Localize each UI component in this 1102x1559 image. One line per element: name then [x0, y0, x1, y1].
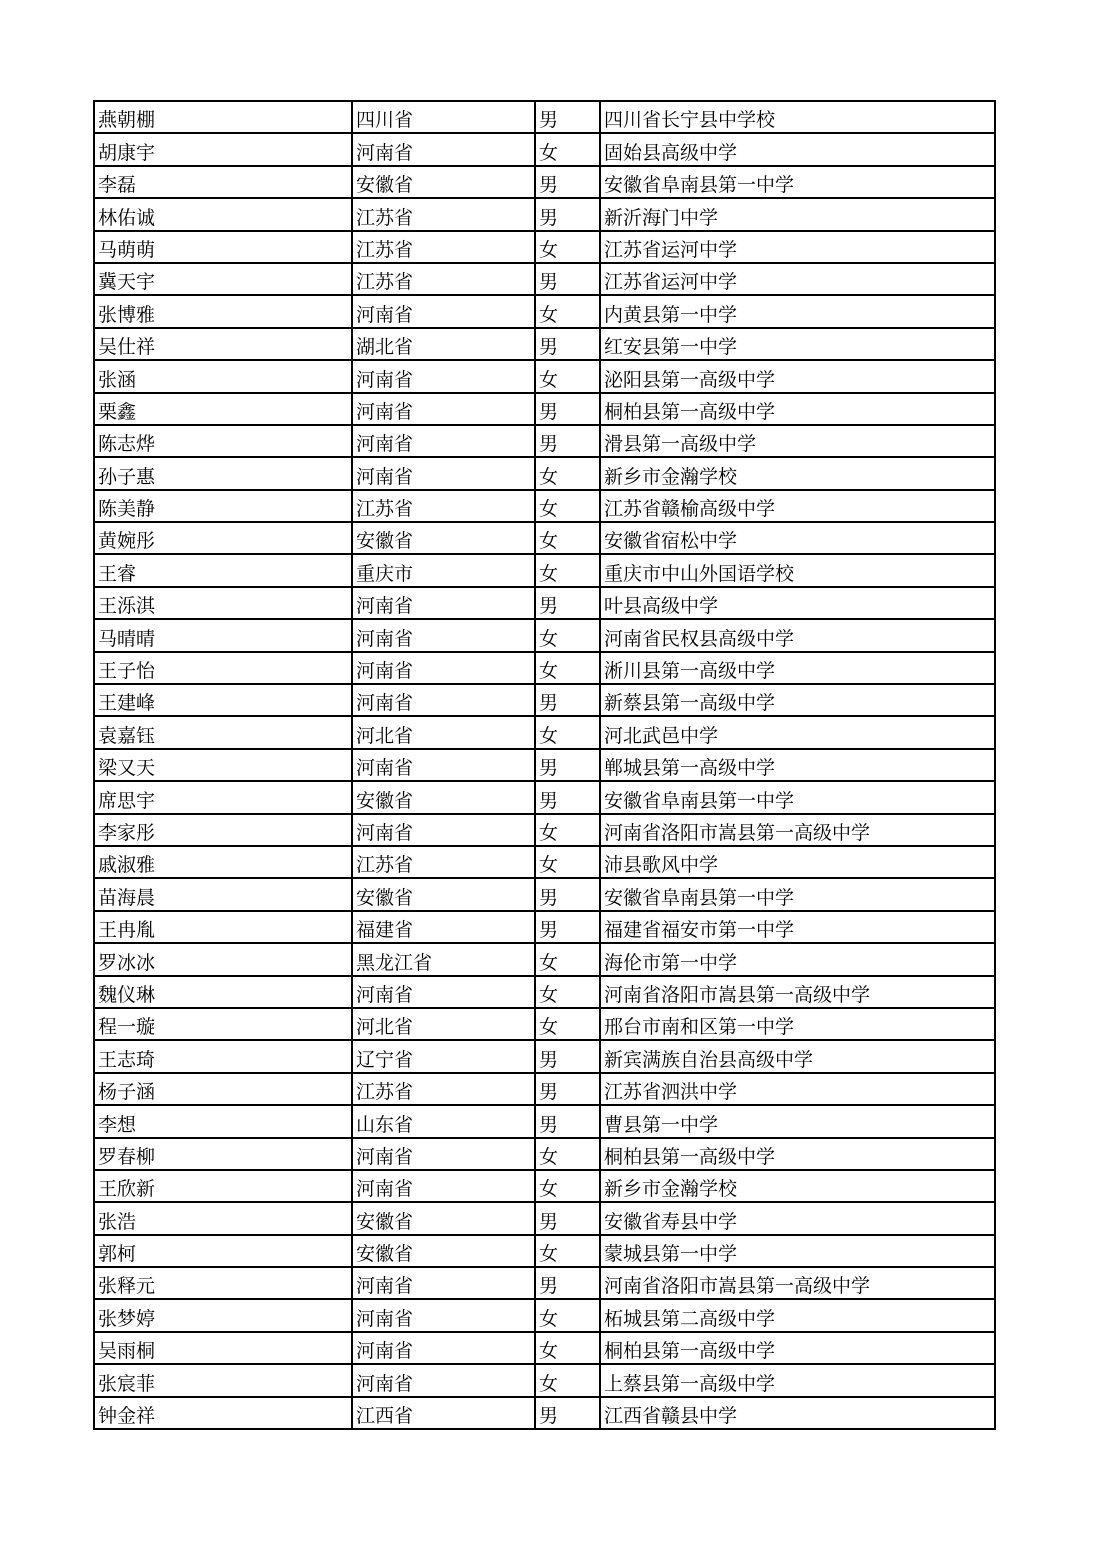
table-row	[95, 1041, 996, 1073]
cell-school: 海伦市第一中学	[601, 944, 996, 974]
table-row	[95, 296, 996, 328]
cell-province: 辽宁省	[353, 1041, 536, 1071]
table-row	[95, 1009, 996, 1041]
cell-school: 新沂海门中学	[601, 199, 996, 229]
cell-school: 叶县高级中学	[601, 588, 996, 618]
table-row	[95, 394, 996, 426]
cell-school: 桐柏县第一高级中学	[601, 1139, 996, 1169]
cell-province: 河南省	[353, 394, 536, 424]
cell-gender: 女	[536, 1333, 601, 1363]
cell-province: 江苏省	[353, 199, 536, 229]
cell-province: 福建省	[353, 912, 536, 942]
cell-province: 安徽省	[353, 1236, 536, 1266]
cell-school: 安徽省阜南县第一中学	[601, 167, 996, 197]
cell-name: 王欣新	[95, 1171, 353, 1201]
cell-name: 李想	[95, 1106, 353, 1136]
cell-gender: 男	[536, 1106, 601, 1136]
table-row	[95, 102, 996, 134]
cell-name: 张释元	[95, 1268, 353, 1298]
cell-name: 栗鑫	[95, 394, 353, 424]
cell-school: 江苏省赣榆高级中学	[601, 491, 996, 521]
cell-province: 河南省	[353, 750, 536, 780]
cell-gender: 女	[536, 1236, 601, 1266]
cell-school: 河北武邑中学	[601, 717, 996, 747]
cell-gender: 男	[536, 1041, 601, 1071]
cell-school: 四川省长宁县中学校	[601, 102, 996, 132]
student-table	[93, 100, 996, 1430]
table-row	[95, 555, 996, 587]
cell-school: 河南省民权县高级中学	[601, 620, 996, 650]
table-row	[95, 717, 996, 749]
cell-province: 河南省	[353, 1300, 536, 1330]
cell-name: 魏仪琳	[95, 977, 353, 1007]
cell-gender: 男	[536, 685, 601, 715]
cell-school: 安徽省阜南县第一中学	[601, 879, 996, 909]
cell-name: 张浩	[95, 1203, 353, 1233]
cell-school: 曹县第一中学	[601, 1106, 996, 1136]
table-row	[95, 1074, 996, 1106]
cell-school: 泌阳县第一高级中学	[601, 361, 996, 391]
cell-gender: 女	[536, 1300, 601, 1330]
cell-province: 河北省	[353, 717, 536, 747]
cell-name: 杨子涵	[95, 1074, 353, 1104]
cell-province: 江苏省	[353, 847, 536, 877]
cell-gender: 男	[536, 782, 601, 812]
table-row	[95, 134, 996, 166]
table-row	[95, 685, 996, 717]
cell-gender: 女	[536, 1171, 601, 1201]
cell-name: 林佑诚	[95, 199, 353, 229]
cell-school: 新乡市金瀚学校	[601, 1171, 996, 1201]
cell-school: 邢台市南和区第一中学	[601, 1009, 996, 1039]
cell-name: 罗冰冰	[95, 944, 353, 974]
cell-school: 新乡市金瀚学校	[601, 458, 996, 488]
cell-school: 河南省洛阳市嵩县第一高级中学	[601, 977, 996, 1007]
cell-province: 河南省	[353, 1333, 536, 1363]
cell-name: 王建峰	[95, 685, 353, 715]
cell-school: 福建省福安市第一中学	[601, 912, 996, 942]
table-row	[95, 750, 996, 782]
cell-school: 桐柏县第一高级中学	[601, 1333, 996, 1363]
table-row	[95, 1139, 996, 1171]
cell-gender: 男	[536, 264, 601, 294]
cell-gender: 女	[536, 458, 601, 488]
table-row	[95, 815, 996, 847]
cell-province: 山东省	[353, 1106, 536, 1136]
table-row	[95, 782, 996, 814]
cell-gender: 男	[536, 1203, 601, 1233]
cell-gender: 男	[536, 879, 601, 909]
table-row	[95, 1203, 996, 1235]
cell-name: 胡康宇	[95, 134, 353, 164]
cell-school: 柘城县第二高级中学	[601, 1300, 996, 1330]
cell-province: 安徽省	[353, 879, 536, 909]
cell-province: 湖北省	[353, 329, 536, 359]
cell-school: 上蔡县第一高级中学	[601, 1365, 996, 1395]
cell-gender: 男	[536, 1268, 601, 1298]
cell-gender: 女	[536, 653, 601, 683]
cell-name: 王泺淇	[95, 588, 353, 618]
cell-province: 河南省	[353, 1268, 536, 1298]
cell-gender: 女	[536, 847, 601, 877]
cell-school: 红安县第一中学	[601, 329, 996, 359]
cell-school: 固始县高级中学	[601, 134, 996, 164]
table-row	[95, 523, 996, 555]
cell-name: 马萌萌	[95, 232, 353, 262]
cell-name: 王睿	[95, 555, 353, 585]
cell-gender: 男	[536, 102, 601, 132]
table-row	[95, 1106, 996, 1138]
cell-school: 新宾满族自治县高级中学	[601, 1041, 996, 1071]
cell-gender: 男	[536, 750, 601, 780]
cell-school: 江西省赣县中学	[601, 1398, 996, 1428]
cell-gender: 女	[536, 361, 601, 391]
cell-gender: 男	[536, 1074, 601, 1104]
table-row	[95, 620, 996, 652]
table-row	[95, 847, 996, 879]
cell-gender: 男	[536, 329, 601, 359]
cell-name: 马晴晴	[95, 620, 353, 650]
cell-province: 安徽省	[353, 1203, 536, 1233]
cell-name: 王冉胤	[95, 912, 353, 942]
cell-school: 沛县歌风中学	[601, 847, 996, 877]
cell-province: 河南省	[353, 977, 536, 1007]
cell-province: 河南省	[353, 134, 536, 164]
cell-name: 张博雅	[95, 296, 353, 326]
cell-province: 河南省	[353, 815, 536, 845]
cell-name: 黄婉彤	[95, 523, 353, 553]
cell-name: 孙子惠	[95, 458, 353, 488]
cell-gender: 女	[536, 944, 601, 974]
cell-gender: 男	[536, 394, 601, 424]
cell-name: 钟金祥	[95, 1398, 353, 1428]
cell-name: 王志琦	[95, 1041, 353, 1071]
table-row	[95, 653, 996, 685]
cell-gender: 女	[536, 555, 601, 585]
cell-school: 安徽省寿县中学	[601, 1203, 996, 1233]
cell-province: 河南省	[353, 653, 536, 683]
cell-gender: 女	[536, 296, 601, 326]
cell-province: 河南省	[353, 685, 536, 715]
cell-name: 程一璇	[95, 1009, 353, 1039]
cell-school: 重庆市中山外国语学校	[601, 555, 996, 585]
cell-school: 蒙城县第一中学	[601, 1236, 996, 1266]
cell-gender: 男	[536, 588, 601, 618]
cell-name: 张涵	[95, 361, 353, 391]
table-row	[95, 199, 996, 231]
cell-school: 河南省洛阳市嵩县第一高级中学	[601, 1268, 996, 1298]
cell-name: 席思宇	[95, 782, 353, 812]
cell-province: 江苏省	[353, 1074, 536, 1104]
table-row	[95, 879, 996, 911]
cell-name: 袁嘉钰	[95, 717, 353, 747]
cell-name: 陈志烨	[95, 426, 353, 456]
cell-name: 郭柯	[95, 1236, 353, 1266]
cell-school: 郸城县第一高级中学	[601, 750, 996, 780]
table-row	[95, 426, 996, 458]
table-row	[95, 1236, 996, 1268]
cell-school: 安徽省宿松中学	[601, 523, 996, 553]
cell-gender: 女	[536, 717, 601, 747]
cell-province: 江苏省	[353, 232, 536, 262]
table-row	[95, 912, 996, 944]
cell-gender: 女	[536, 977, 601, 1007]
cell-province: 河南省	[353, 296, 536, 326]
cell-province: 河南省	[353, 426, 536, 456]
cell-province: 河南省	[353, 1139, 536, 1169]
cell-gender: 女	[536, 815, 601, 845]
cell-school: 河南省洛阳市嵩县第一高级中学	[601, 815, 996, 845]
cell-school: 滑县第一高级中学	[601, 426, 996, 456]
cell-province: 江苏省	[353, 491, 536, 521]
table-row	[95, 1398, 996, 1430]
table-row	[95, 264, 996, 296]
table-row	[95, 1171, 996, 1203]
cell-gender: 男	[536, 1398, 601, 1428]
cell-name: 张宸菲	[95, 1365, 353, 1395]
cell-province: 河南省	[353, 588, 536, 618]
cell-province: 安徽省	[353, 782, 536, 812]
cell-province: 重庆市	[353, 555, 536, 585]
cell-province: 安徽省	[353, 523, 536, 553]
cell-gender: 女	[536, 1139, 601, 1169]
cell-gender: 男	[536, 167, 601, 197]
cell-name: 李家彤	[95, 815, 353, 845]
cell-name: 王子怡	[95, 653, 353, 683]
cell-school: 江苏省泗洪中学	[601, 1074, 996, 1104]
cell-province: 河南省	[353, 1171, 536, 1201]
cell-school: 淅川县第一高级中学	[601, 653, 996, 683]
cell-school: 江苏省运河中学	[601, 232, 996, 262]
cell-gender: 男	[536, 199, 601, 229]
cell-province: 黑龙江省	[353, 944, 536, 974]
cell-province: 安徽省	[353, 167, 536, 197]
table-row	[95, 232, 996, 264]
table-row	[95, 1333, 996, 1365]
table-row	[95, 167, 996, 199]
cell-province: 江西省	[353, 1398, 536, 1428]
cell-name: 陈美静	[95, 491, 353, 521]
cell-name: 燕朝棚	[95, 102, 353, 132]
cell-province: 河南省	[353, 458, 536, 488]
cell-name: 罗春柳	[95, 1139, 353, 1169]
cell-gender: 女	[536, 134, 601, 164]
cell-name: 冀天宇	[95, 264, 353, 294]
cell-gender: 女	[536, 1365, 601, 1395]
table-row	[95, 1300, 996, 1332]
cell-name: 李磊	[95, 167, 353, 197]
cell-name: 吴仕祥	[95, 329, 353, 359]
cell-name: 梁又天	[95, 750, 353, 780]
cell-province: 河南省	[353, 361, 536, 391]
cell-school: 桐柏县第一高级中学	[601, 394, 996, 424]
cell-gender: 女	[536, 232, 601, 262]
cell-name: 苗海晨	[95, 879, 353, 909]
table-row	[95, 977, 996, 1009]
cell-province: 河南省	[353, 620, 536, 650]
table-row	[95, 1268, 996, 1300]
cell-gender: 女	[536, 1009, 601, 1039]
table-row	[95, 944, 996, 976]
cell-gender: 女	[536, 620, 601, 650]
cell-school: 新蔡县第一高级中学	[601, 685, 996, 715]
table-row	[95, 458, 996, 490]
table-row	[95, 361, 996, 393]
cell-name: 张梦婷	[95, 1300, 353, 1330]
cell-province: 江苏省	[353, 264, 536, 294]
cell-province: 四川省	[353, 102, 536, 132]
cell-gender: 女	[536, 491, 601, 521]
cell-gender: 男	[536, 912, 601, 942]
cell-name: 吴雨桐	[95, 1333, 353, 1363]
table-row	[95, 329, 996, 361]
cell-gender: 男	[536, 426, 601, 456]
cell-province: 河北省	[353, 1009, 536, 1039]
table-row	[95, 491, 996, 523]
cell-province: 河南省	[353, 1365, 536, 1395]
table-row	[95, 1365, 996, 1397]
cell-school: 内黄县第一中学	[601, 296, 996, 326]
cell-school: 江苏省运河中学	[601, 264, 996, 294]
cell-name: 戚淑雅	[95, 847, 353, 877]
table-row	[95, 588, 996, 620]
cell-school: 安徽省阜南县第一中学	[601, 782, 996, 812]
cell-gender: 女	[536, 523, 601, 553]
